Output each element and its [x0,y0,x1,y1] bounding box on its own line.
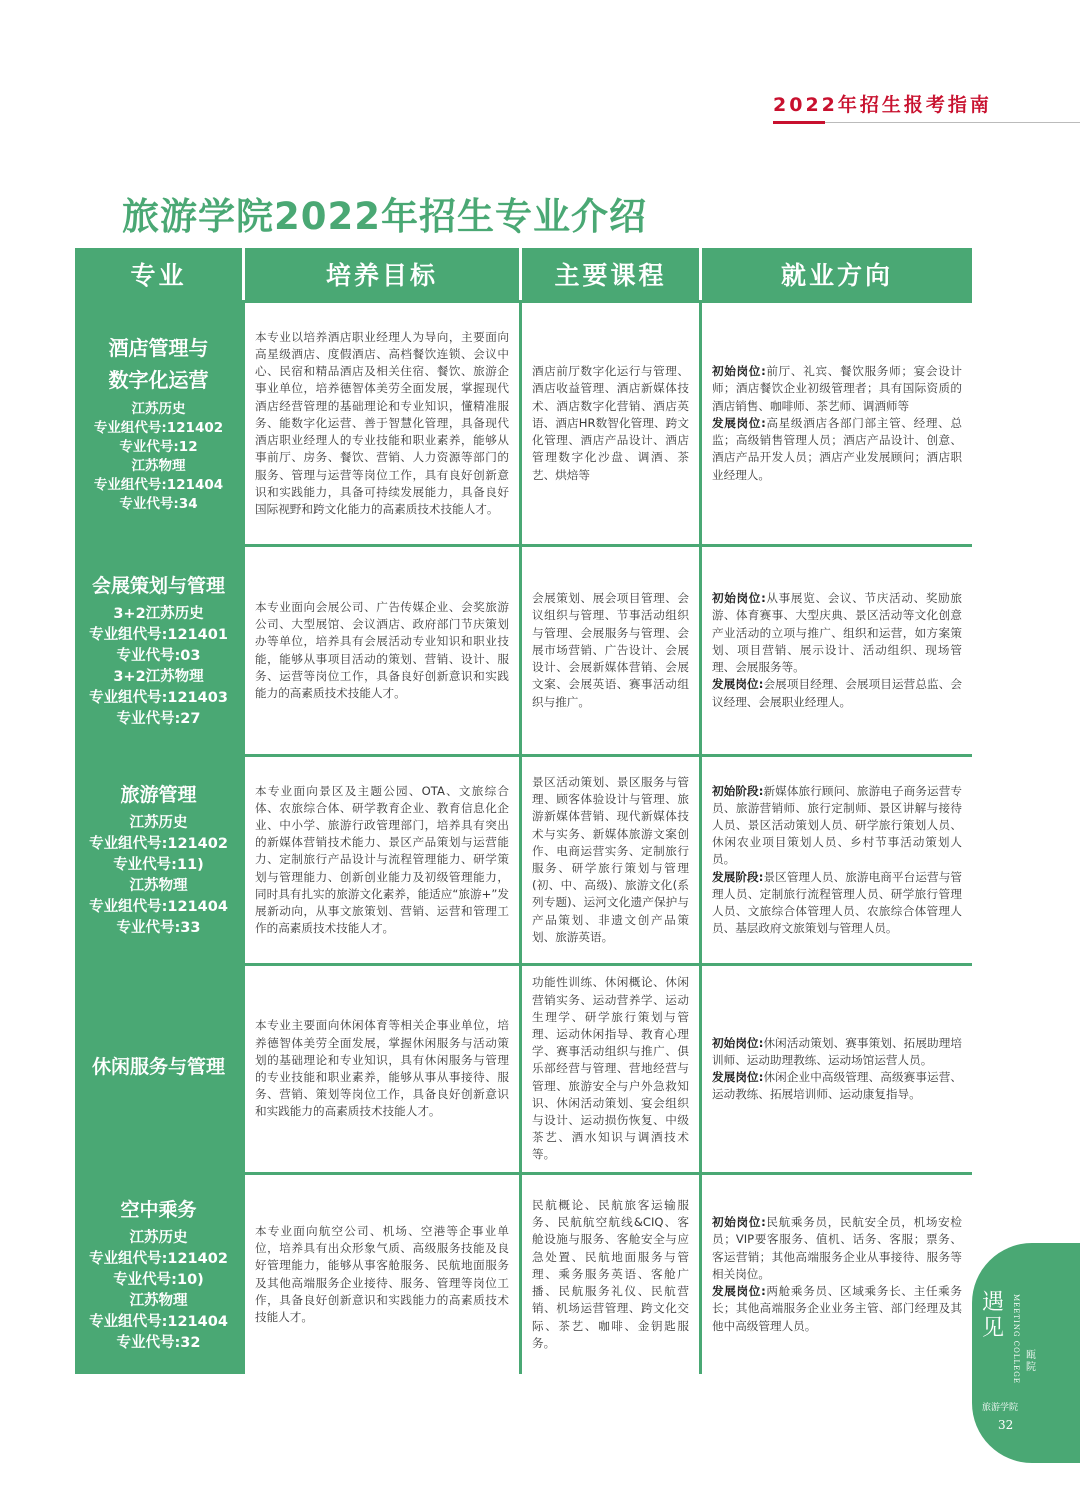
goal-text: 本专业面向航空公司、机场、空港等企事业单位，培养具有出众形象气质、高级服务技能及良好管理能力，能够从事客舱服务、民航地面服务及其他高端服务企业接待、服务、管理等岗位工作，具备良好创新意识和实践能力的高素质技术技能人才。 [255,1223,509,1324]
major-code: 江苏物理 [129,1292,188,1309]
jobs-cell [702,1175,972,1374]
courses-text: 功能性训练、休闲概论、休闲营销实务、运动营养学、运动生理学、研学旅行策划与管理、运动休闲指导、教育心理学、赛事活动组织与推广、俱乐部经营与管理、营地经营与管理、旅游安全与户外急救知识、休闲活动策划、宴会组织与设计、运动损伤恢复、中级茶艺、酒水知识与调酒技术等。 [532,975,689,1162]
goal-text: 本专业面向会展公司、广告传媒企业、会奖旅游公司、大型展馆、会议酒店、政府部门节庆策划办等单位，培养具有会展活动专业知识和职业技能，能够从事项目活动的策划、营销、设计、服务、运营等岗位工作，具备良好创新意识和实践能力的高素质技术技能人才。 [255,599,509,700]
job-dev-text: 休闲企业中高级管理、高级赛事运营、运动教练、拓展培训师、运动康复指导。 [712,1070,962,1102]
job-dev-label: 发展阶段: [712,869,764,884]
major-name: 空中乘务 [120,1198,197,1221]
courses-cell [522,1175,699,1374]
major-name: 旅游管理 [120,784,197,806]
job-initial-text: 从事展览、会议、节庆活动、奖励旅游、体育赛事、大型庆典、景区活动等文化创意产业活动的立项与推广、组织和运营，如方案策划、项目营销、展示设计、活动组织、现场管理、会展服务等。 [712,591,962,675]
major-cell-flight-attendant [75,1175,242,1374]
logo-english-text: MEETING COLLEGE [1012,1294,1020,1384]
courses-cell [522,966,699,1172]
goal-cell [245,547,519,754]
courses-cell [522,547,699,754]
goal-cell [245,303,519,544]
job-initial-label: 初始岗位: [712,1035,764,1050]
logo-sub-text: 旅游学院 [982,1403,1019,1413]
job-initial-text: 休闲活动策划、赛事策划、拓展助理培训师、运动助理教练、运动场馆运营人员。 [712,1035,962,1067]
major-cell-exhibition [75,547,242,754]
goal-cell [245,757,519,963]
courses-text: 景区活动策划、景区服务与管理、顾客体验设计与管理、旅游新媒体营销、现代新媒体技术与实务、新媒体旅游文案创作、电商运营实务、定制旅行服务、研学旅行策划与管理(初、中、高级)、旅游文化(系列专题)、运河文化遗产保护与产品策划、非遗文创产品策划、旅游英语。 [532,774,689,944]
major-code: 专业组代号:121404 [89,1313,228,1330]
job-initial-text: 民航乘务员，民航安全员，机场安检员；VIP要客服务、值机、话务、客服；票务、客运营销；其他高端服务企业从事接待、服务等相关岗位。 [712,1215,962,1281]
major-cell-tourism [75,757,242,963]
major-code: 专业代号:12 [119,438,198,455]
job-dev-label: 发展岗位: [712,1284,766,1299]
college-logo [982,1290,1052,1413]
major-code: 江苏历史 [131,400,186,417]
courses-text: 民航概论、民航旅客运输服务、民航航空航线&CIQ、客舱设施与服务、客舱安全与应急处置、民航地面服务与管理、乘务服务英语、客舱广播、民航服务礼仪、民航营销、机场运营管理、跨文化交际、茶艺、咖啡、金钥匙服务。 [532,1198,689,1350]
logo-big-chars: 遇见 [982,1290,1005,1341]
job-dev-label: 发展岗位: [712,1070,764,1084]
job-initial-label: 初始岗位: [712,364,766,379]
header-title: 2022年招生报考指南 [773,94,992,116]
major-code: 专业代号:33 [116,920,201,936]
jobs-cell [702,757,972,963]
job-initial-text: 新媒体旅行顾问、旅游电子商务运营专员、旅游营销师、旅行定制师、景区讲解与接待人员、景区活动策划人员、研学旅行策划人员、休闲农业项目策划人员、乡村节事活动策划人员。 [712,783,962,867]
job-initial-label: 初始岗位: [712,591,766,606]
goal-text: 本专业面向景区及主题公园、OTA、文旅综合体、农旅综合体、研学教育企业、教育信息化企业、中小学、旅游行政管理部门，培养具有突出的新媒体营销技术能力、景区产品策划与运营能力、定制旅行产品设计与流程管理能力、研学策划与管理能力、创新创业能力及初级管理能力，同时具有扎实的旅游文化素养，能适应“旅游+”发展新动向，从事文旅策划、营销、运营和管理工作的高素质技术技能人才。 [255,783,509,936]
goal-cell [245,966,519,1172]
major-name: 数字化运营 [108,367,209,392]
logo-small-chars: 瓯院 [1026,1350,1036,1373]
job-dev-text: 两舱乘务员、区域乘务长、主任乘务长；其他高端服务企业业务主管、部门经理及其他中高级管理人员。 [712,1284,962,1333]
major-code: 专业代号:10) [113,1271,204,1288]
job-initial-label: 初始岗位: [712,1215,766,1230]
major-code: 3+2江苏历史 [113,605,204,622]
header-major: 专业 [75,248,245,300]
major-code: 江苏历史 [129,815,188,831]
courses-text: 酒店前厅数字化运行与管理、酒店收益管理、酒店新媒体技术、酒店数字化营销、酒店英语、酒店HR数智化管理、跨文化管理、酒店产品设计、酒店管理数字化沙盘、调酒、茶艺、烘焙等 [532,364,689,482]
courses-cell [522,303,699,544]
job-dev-text: 景区管理人员、旅游电商平台运营与管理人员、定制旅行流程管理人员、研学旅行管理人员、文旅综合体管理人员、农旅综合体管理人员、基层政府文旅策划与管理人员。 [712,869,962,936]
major-code: 江苏历史 [129,1229,188,1246]
header-courses: 主要课程 [522,248,702,300]
major-name: 休闲服务与管理 [91,1056,225,1078]
major-code: 专业组代号:121404 [89,899,228,915]
major-code: 专业组代号:121403 [89,689,228,706]
major-code: 专业组代号:121402 [89,836,228,852]
jobs-cell [702,966,972,1172]
major-code: 专业组代号:121402 [93,419,224,436]
major-code: 3+2江苏物理 [113,668,204,685]
header-goal: 培养目标 [245,248,522,300]
job-dev-text: 高星级酒店各部门部主管、经理、总监；高级销售管理人员；酒店产品设计、创意、酒店产品开发人员；酒店产业发展顾问；酒店职业经理人。 [712,415,962,482]
major-code: 专业代号:32 [116,1334,201,1351]
jobs-cell [702,303,972,544]
job-initial-label: 初始阶段: [712,783,764,798]
majors-table [75,248,972,1374]
major-cell-leisure [75,966,242,1172]
job-dev-label: 发展岗位: [712,415,766,430]
courses-cell [522,757,699,963]
header-gray-line [825,122,1080,123]
major-code: 专业组代号:121404 [93,476,224,493]
major-code: 江苏物理 [129,878,188,894]
header-jobs: 就业方向 [702,248,972,300]
job-initial-text: 前厅、礼宾、餐饮服务师；宴会设计师；酒店餐饮企业初级管理者；具有国际资质的酒店销售、咖啡师、茶艺师、调酒师等 [712,364,962,413]
major-name: 会展策划与管理 [91,574,225,597]
goal-text: 本专业主要面向休闲体育等相关企事业单位，培养德智体美劳全面发展，掌握休闲服务与活动策划的基础理论和专业知识，具有休闲服务与管理的专业技能和职业素养，能够从事从事接待、服务、营销、策划等岗位工作，具备良好创新意识和实践能力的高素质技术技能人才。 [255,1018,509,1119]
header-red-line [773,121,825,124]
page-number: 32 [998,1418,1014,1432]
major-code: 专业组代号:121402 [89,1250,228,1267]
major-code: 专业代号:03 [116,647,201,664]
major-name: 酒店管理与 [108,335,209,360]
major-code: 江苏物理 [131,457,186,474]
major-code: 专业代号:27 [116,710,201,727]
major-cell-hotel [75,303,242,544]
major-code: 专业代号:34 [119,495,198,512]
major-code: 专业组代号:121401 [89,626,228,643]
courses-text: 会展策划、展会项目管理、会议组织与管理、节事活动组织与管理、会展服务与管理、会展市场营销、广告设计、会展设计、会展新媒体营销、会展文案、会展英语、赛事活动组织与推广。 [532,591,689,709]
job-dev-text: 会展项目经理、会展项目运营总监、会议经理、会展职业经理人。 [712,677,962,709]
page-title: 旅游学院2022年招生专业介绍 [122,195,647,238]
goal-cell [245,1175,519,1374]
jobs-cell [702,547,972,754]
job-dev-label: 发展岗位: [712,677,764,692]
major-code: 专业代号:11) [113,857,204,873]
goal-text: 本专业以培养酒店职业经理人为导向，主要面向高星级酒店、度假酒店、高档餐饮连锁、会议中心、民宿和精品酒店及相关住宿、餐饮、旅游企事业单位，培养德智体美劳全面发展，掌握现代酒店经营管理的基础理论和专业知识，懂精准服务、能数字化运营、善于智慧化管理，具备现代酒店职业经理人的专业技能和职业素养，能够从事前厅、房务、餐饮、营销、人力资源等部门的服务、管理与运营等岗位工作，具有良好创新意识和实践能力，具备可持续发展能力，具备良好国际视野和跨文化能力的高素质技术技能人才。 [255,329,509,516]
